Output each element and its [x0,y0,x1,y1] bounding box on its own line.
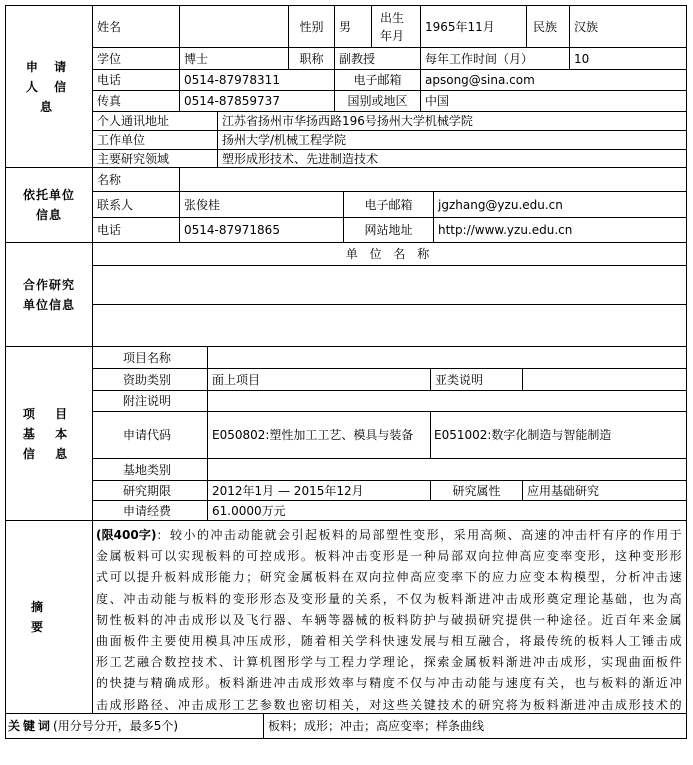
abstract-text: ：较小的冲击动能就会引起板料的局部塑性变形，采用高频、高速的冲击杆有序的作用于金属板料可以实现板料的可控成形。板料冲击变形是一种局部双向拉伸高应变率变形，这种变形形式可以提升板料成形能力；研究金属板料在双向拉伸高应变率下的应力应变本构模型，分析冲击速度、冲击动能与板料的变形形态及变形量的关系，不仅为板料渐进冲击成形奠定理论基础，也为高韧性板料的冲击成形以及飞行器、车辆等器械的板料防护与破损研究提供一种途径。近百年来金属曲面板件主要使用模具冲压成形，随着相关学科快速发展与相互融合，将最传统的板料人工锤击成形工艺融合数控技术、计算机图形学与工程力学理论，探索金属板料渐进冲击成形，实现曲面板件的快捷与精确成形。板料渐进冲击成形效率与精度不仅与冲击动能与速度有关，也与板料的渐近冲击成形路径、冲击成形工艺参数也密切相关，对这些关键技术的研究将为板料渐进冲击成形技术的 [96,528,683,712]
gender-label: 性别 [288,5,335,48]
host-email-field[interactable]: jgzhang@yzu.edu.cn [433,191,687,218]
host-contact-label: 联系人 [92,191,180,218]
project-name-label: 项目名称 [92,346,208,369]
degree-field[interactable]: 博士 [179,47,289,70]
research-field[interactable]: 塑形成形技术、先进制造技术 [217,149,687,168]
country-field[interactable]: 中国 [420,90,687,112]
code-label: 申请代码 [92,411,208,459]
partner-column-header: 单 位 名 称 [92,242,687,266]
partner-row-2[interactable] [92,304,687,347]
title-field[interactable]: 副教授 [334,47,421,70]
employer-field[interactable]: 扬州大学/机械工程学院 [217,130,687,150]
address-field[interactable]: 江苏省扬州市华扬西路196号扬州大学机械学院 [217,111,687,131]
country-label: 国别或地区 [334,90,421,112]
host-website-field[interactable]: http://www.yzu.edu.cn [433,217,687,243]
code-1-field[interactable]: E050802:塑性加工工艺、模具与装备 [207,411,431,459]
subtype-field[interactable] [522,368,687,391]
email-label: 电子邮箱 [334,69,421,91]
host-unit-section-title-text: 依托单位信息 [22,188,75,222]
keywords-label-note: (用分号分开，最多5个) [53,719,179,733]
keywords-field[interactable]: 板料；成形；冲击；高应变率；样条曲线 [263,713,687,739]
host-email-label: 电子邮箱 [343,191,434,218]
abstract-section-title-text: 摘 要 [30,600,67,634]
employer-label: 工作单位 [92,130,218,150]
abstract-limit-label: (限400字) [96,528,157,542]
research-label: 主要研究领域 [92,149,218,168]
budget-field[interactable]: 61.0000万元 [207,500,687,521]
address-label: 个人通讯地址 [92,111,218,131]
host-website-label: 网站地址 [343,217,434,243]
host-name-field[interactable] [179,167,687,192]
note-label: 附注说明 [92,390,208,412]
base-field[interactable] [207,458,687,481]
birth-label: 出生年月 [371,5,421,48]
ethnicity-label: 民族 [526,5,570,48]
note-field[interactable] [207,390,687,412]
host-phone-field[interactable]: 0514-87971865 [179,217,344,243]
abstract-section-title [5,520,93,714]
applicant-section-title-text: 申 请 人 信 息 [25,59,73,114]
work-time-label: 每年工作时间（月） [420,47,570,70]
funding-type-label: 资助类别 [92,368,208,391]
period-label: 研究期限 [92,480,208,501]
host-contact-field[interactable]: 张俊桂 [179,191,344,218]
fax-field[interactable]: 0514-87859737 [179,90,335,112]
applicant-section-title [5,5,93,168]
partner-section-title [5,242,93,347]
project-section-title-text: 项 目 基 本 信 息 [22,406,76,461]
abstract-content [96,525,683,714]
project-section-title [5,346,93,521]
code-2-field[interactable]: E051002:数字化制造与智能制造 [430,411,687,459]
degree-label: 学位 [92,47,180,70]
phone-label: 电话 [92,69,180,91]
gender-field[interactable]: 男 [334,5,372,48]
host-unit-section-title [5,167,93,243]
application-form [5,5,687,739]
name-label: 姓名 [92,5,180,48]
fax-label: 传真 [92,90,180,112]
partner-section-title-text: 合作研究单位信息 [22,277,75,312]
host-phone-label: 电话 [92,217,180,243]
budget-label: 申请经费 [92,500,208,521]
ethnicity-field[interactable]: 汉族 [569,5,687,48]
base-label: 基地类别 [92,458,208,481]
period-field[interactable]: 2012年1月 — 2015年12月 [207,480,431,501]
birth-field[interactable]: 1965年11月 [420,5,527,48]
work-time-field[interactable]: 10 [569,47,687,70]
keywords-label-bold: 关键词 [8,719,54,733]
phone-field[interactable]: 0514-87978311 [179,69,335,91]
name-field[interactable] [179,5,289,48]
attribute-field[interactable]: 应用基础研究 [522,480,687,501]
project-name-field[interactable] [207,346,687,369]
host-name-label: 名称 [92,167,180,192]
title-label: 职称 [288,47,335,70]
funding-type-field[interactable]: 面上项目 [207,368,431,391]
keywords-label [5,713,264,739]
email-field[interactable]: apsong@sina.com [420,69,687,91]
abstract-field[interactable] [92,520,687,714]
subtype-label: 亚类说明 [430,368,523,391]
partner-row-1[interactable] [92,265,687,305]
attribute-label: 研究属性 [430,480,523,501]
